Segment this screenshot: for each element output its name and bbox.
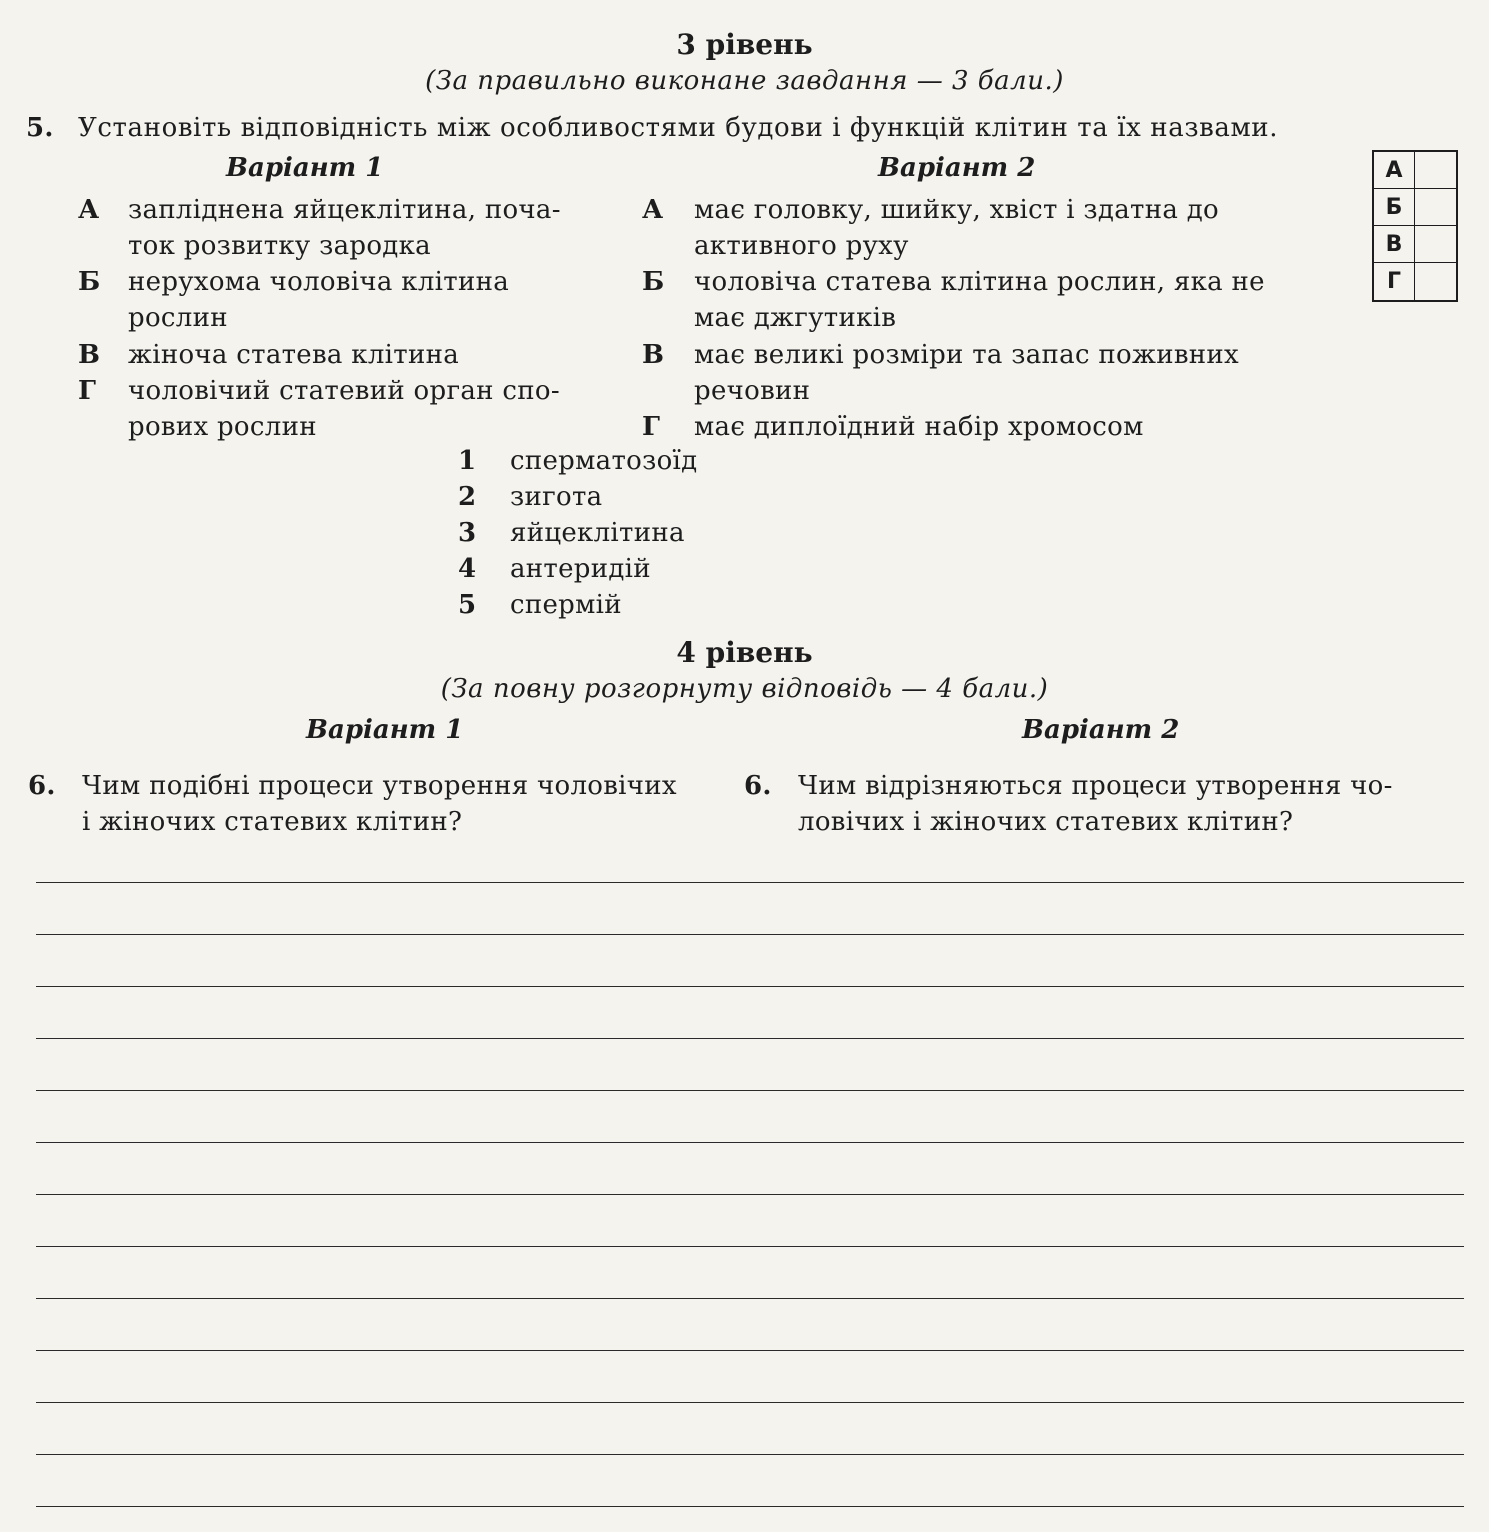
task-6-variant-2-line: ловічих і жіночих статевих клітин? xyxy=(798,807,1294,837)
level-3-title: 3 рівень xyxy=(676,28,813,61)
item-text-line: має великі розміри та запас поживних xyxy=(694,340,1239,370)
answer-line[interactable] xyxy=(36,1298,1464,1299)
answer-letter: Г xyxy=(1374,263,1415,300)
answer-line[interactable] xyxy=(36,934,1464,935)
item-text-line: жіноча статева клітина xyxy=(128,340,460,370)
option-number: 2 xyxy=(458,482,477,512)
answer-line[interactable] xyxy=(36,1038,1464,1039)
answer-letter: А xyxy=(1374,152,1415,188)
task-6-variant-2-number: 6. xyxy=(744,771,772,801)
answer-row xyxy=(1374,152,1456,189)
item-letter: А xyxy=(642,195,664,225)
option-text: яйцеклітина xyxy=(510,518,685,548)
item-text-line: рослин xyxy=(128,303,228,333)
item-letter: А xyxy=(78,195,100,225)
answer-line[interactable] xyxy=(36,1350,1464,1351)
task-6-variant-1-title: Варіант 1 xyxy=(306,715,464,745)
level-4-subtitle: (За повну розгорнуту відповідь — 4 бали.) xyxy=(440,674,1049,704)
item-text-line: має головку, шийку, хвіст і здатна до xyxy=(694,195,1219,225)
task-5-variant-2-title: Варіант 2 xyxy=(878,153,1036,183)
answer-cell[interactable] xyxy=(1415,152,1456,188)
answer-row xyxy=(1374,263,1456,300)
item-letter: Г xyxy=(78,376,97,406)
task-6-variant-1-line: і жіночих статевих клітин? xyxy=(82,807,463,837)
task-5-number: 5. xyxy=(26,113,54,143)
item-letter: Г xyxy=(642,412,661,442)
item-text-line: ток розвитку зародка xyxy=(128,231,431,261)
task-6-variant-2-line: Чим відрізняються процеси утворення чо- xyxy=(798,771,1393,801)
item-letter: Б xyxy=(78,267,101,297)
task-6-variant-1-number: 6. xyxy=(28,771,56,801)
answer-line[interactable] xyxy=(36,1506,1464,1507)
option-text: антеридій xyxy=(510,554,651,584)
item-letter: Б xyxy=(642,267,665,297)
answer-line[interactable] xyxy=(36,882,1464,883)
task-6-variant-1-line: Чим подібні процеси утворення чоловічих xyxy=(82,771,677,801)
item-text-line: активного руху xyxy=(694,231,909,261)
level-3-subtitle: (За правильно виконане завдання — 3 бали.) xyxy=(425,66,1064,96)
answer-line[interactable] xyxy=(36,1090,1464,1091)
item-letter: В xyxy=(642,340,665,370)
answer-line[interactable] xyxy=(36,1454,1464,1455)
answer-letter: В xyxy=(1374,226,1415,262)
answer-line[interactable] xyxy=(36,1402,1464,1403)
option-text: зигота xyxy=(510,482,603,512)
answer-cell[interactable] xyxy=(1415,189,1456,225)
item-text-line: має диплоїдний набір хромосом xyxy=(694,412,1144,442)
item-text-line: запліднена яйцеклітина, поча- xyxy=(128,195,561,225)
option-text: сперматозоїд xyxy=(510,446,698,476)
item-text-line: має джгутиків xyxy=(694,303,897,333)
level-4-title: 4 рівень xyxy=(676,636,813,669)
answer-cell[interactable] xyxy=(1415,226,1456,262)
item-text-line: рових рослин xyxy=(128,412,317,442)
option-text: спермій xyxy=(510,590,622,620)
option-number: 4 xyxy=(458,554,477,584)
item-text-line: чоловіча статева клітина рослин, яка не xyxy=(694,267,1265,297)
answer-line[interactable] xyxy=(36,986,1464,987)
option-number: 3 xyxy=(458,518,477,548)
item-letter: В xyxy=(78,340,101,370)
task-5-variant-1-title: Варіант 1 xyxy=(226,153,384,183)
answer-grid xyxy=(1372,150,1458,302)
answer-line[interactable] xyxy=(36,1194,1464,1195)
task-5-question: Установіть відповідність між особливостями будови і функцій клітин та їх назвами. xyxy=(78,113,1279,143)
option-number: 5 xyxy=(458,590,477,620)
answer-line[interactable] xyxy=(36,1246,1464,1247)
item-text-line: чоловічий статевий орган спо- xyxy=(128,376,560,406)
answer-row xyxy=(1374,189,1456,226)
answer-cell[interactable] xyxy=(1415,263,1456,300)
item-text-line: нерухома чоловіча клітина xyxy=(128,267,510,297)
item-text-line: речовин xyxy=(694,376,811,406)
answer-row xyxy=(1374,226,1456,263)
answer-letter: Б xyxy=(1374,189,1415,225)
option-number: 1 xyxy=(458,446,477,476)
answer-line[interactable] xyxy=(36,1142,1464,1143)
task-6-variant-2-title: Варіант 2 xyxy=(1022,715,1180,745)
